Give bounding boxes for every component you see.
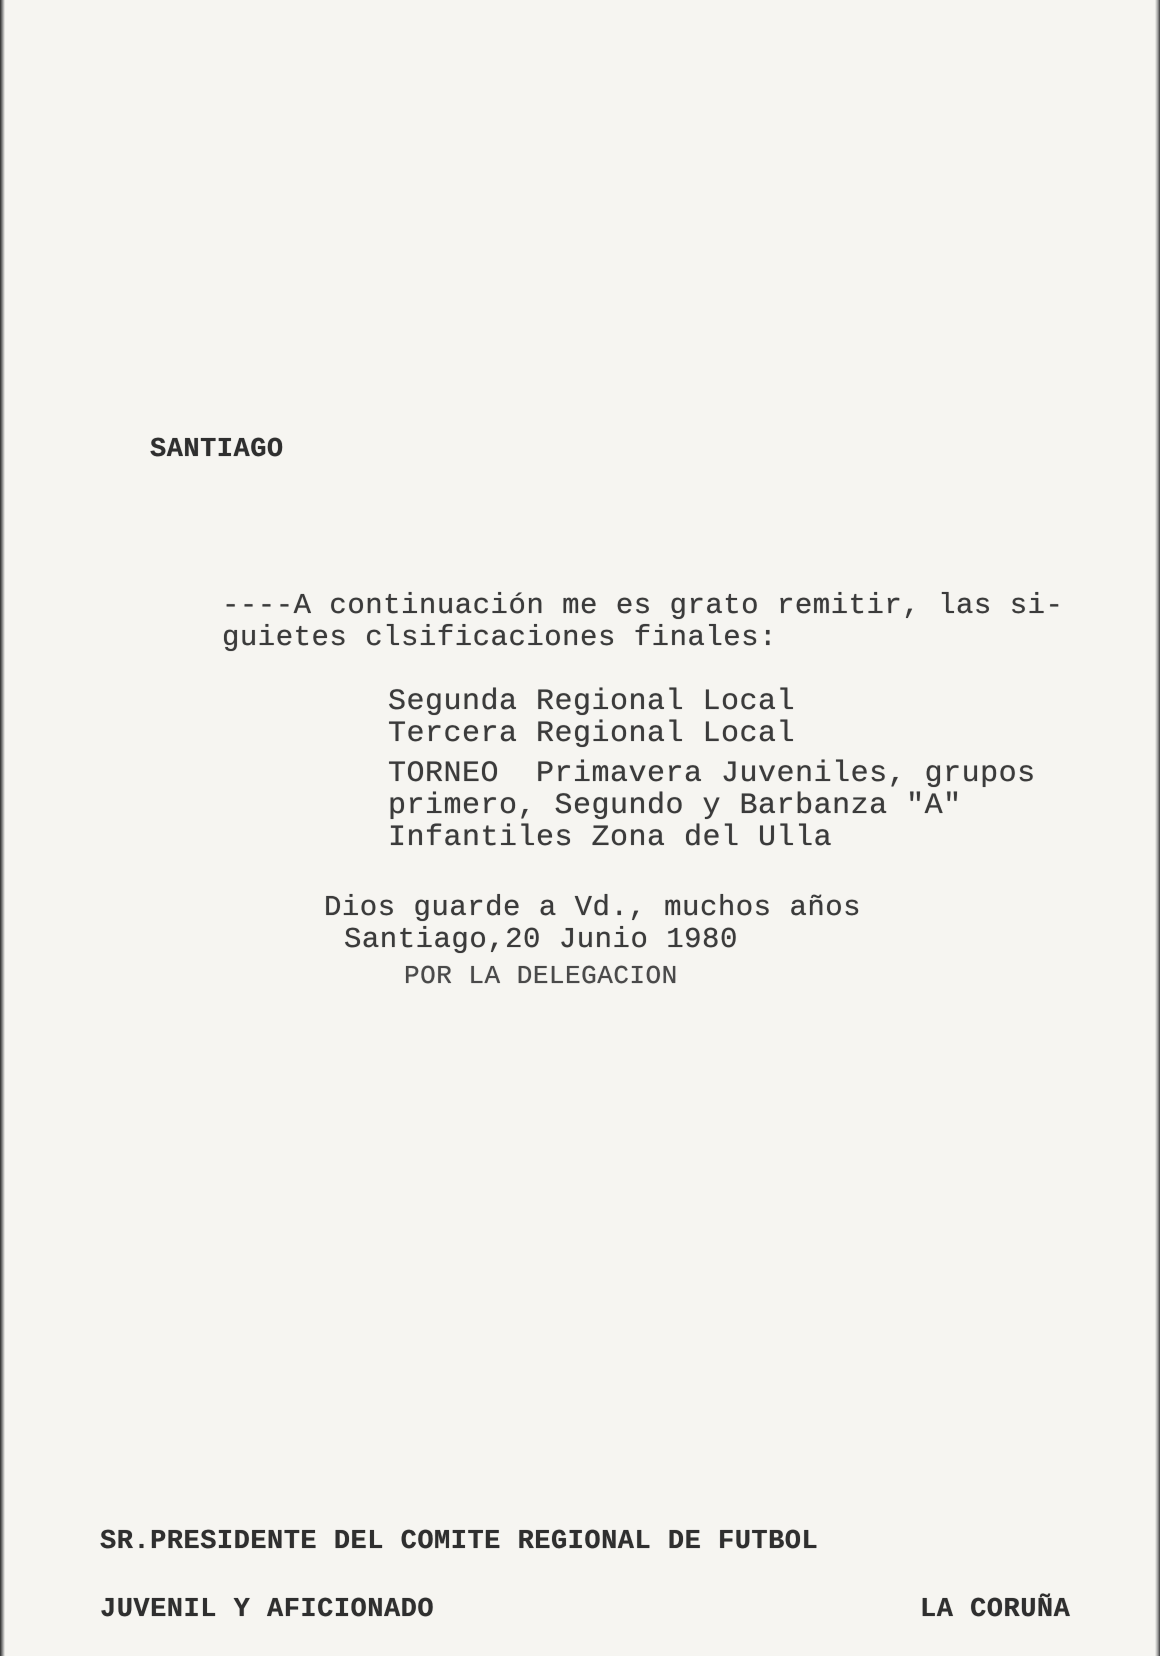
addressee-city: LA CORUÑA [920, 1595, 1071, 1625]
body-line-1: ----A continuación me es grato remitir, las si- [222, 589, 1064, 622]
classification-item: Segunda Regional Local [388, 685, 796, 719]
classification-item: Tercera Regional Local [388, 717, 796, 751]
addressee-line-2: JUVENIL Y AFICIONADO [100, 1595, 435, 1625]
page-right-edge [1155, 0, 1160, 1656]
closing-line: Dios guarde a Vd., muchos años [324, 891, 862, 924]
addressee-line-1: SR.PRESIDENTE DEL COMITE REGIONAL DE FUTBOL [100, 1527, 819, 1557]
body-line-2: guietes clsificaciones finales: [222, 621, 777, 654]
classification-item: TORNEO Primavera Juveniles, grupos [388, 757, 1036, 791]
page-left-edge [0, 0, 5, 1656]
signature-line: POR LA DELEGACION [404, 961, 678, 991]
location-heading: SANTIAGO [150, 435, 284, 465]
classification-item: Infantiles Zona del Ulla [388, 821, 833, 855]
date-line: Santiago,20 Junio 1980 [344, 923, 738, 956]
classification-item: primero, Segundo y Barbanza "A" [388, 789, 962, 823]
